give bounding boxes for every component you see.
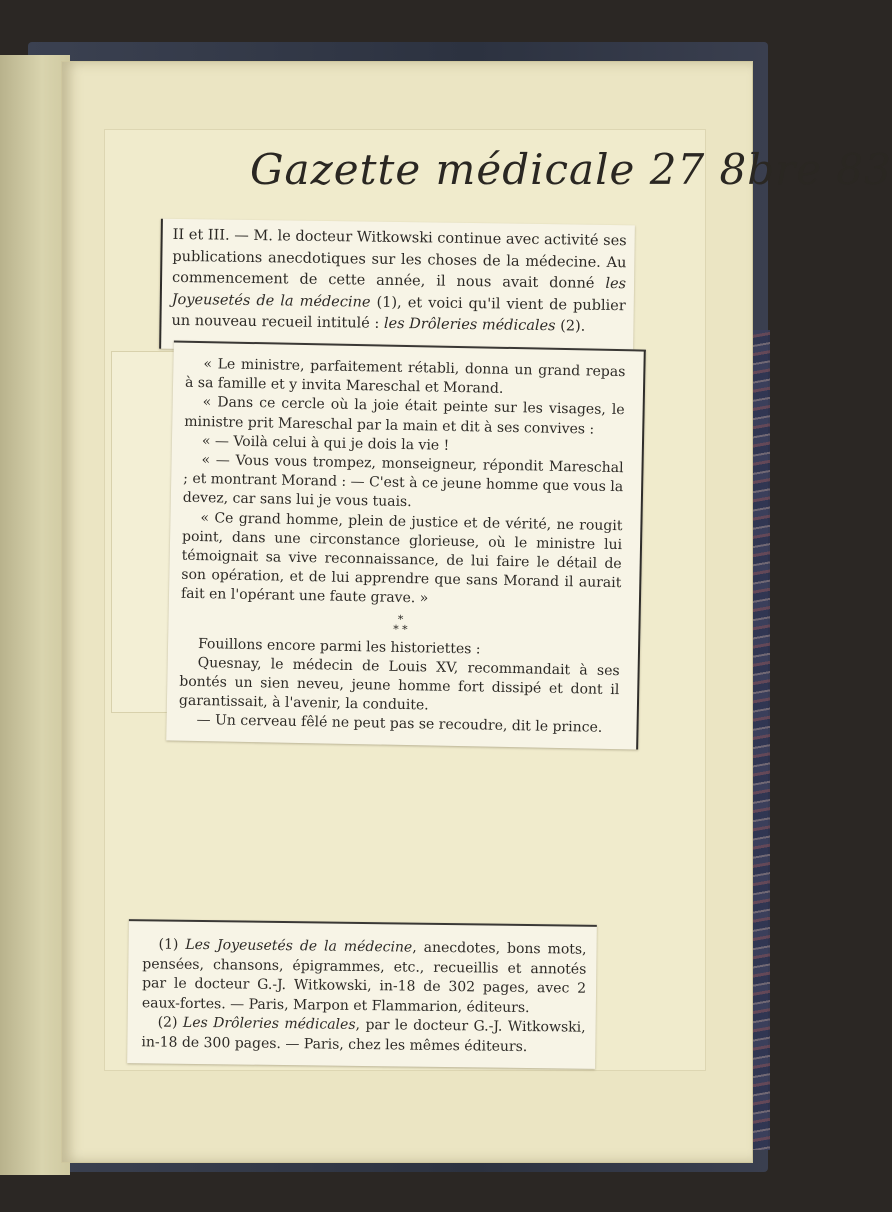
footnote-2-title: Les Drôleries médicales — [182, 1014, 356, 1033]
clipping-anecdotes — [166, 341, 646, 750]
footnote-2-text: , par le docteur G.-J. Witkowski, in-18 de 300 pages. — Paris, chez les mêmes éditeurs. — [141, 1016, 586, 1055]
intro-paragraph — [171, 225, 626, 339]
intro-title-1: les Joyeusetés de la médecine — [171, 275, 627, 311]
anecdote-paragraph-1: « Le ministre, parfaitement rétabli, donna un grand repas à sa famille et y invita Mareschal et Morand. — [184, 356, 626, 398]
footnote-1-number: (1) — [158, 936, 186, 953]
anecdote-paragraph-8: — Un cerveau fêlé ne peut pas se recoudre, dit le prince. — [196, 712, 603, 737]
clipping-intro — [159, 219, 635, 356]
anecdote-paragraph-3: « — Voilà celui à qui je dois la vie ! — [201, 432, 450, 454]
footnote-1-text: , anecdotes, bons mots, pensées, chansons, épigrammes, etc., recueillis et annotés par le docteur G.-J. Witkowski, in-18 de 302 pages, avec 2 eaux-fortes. — Paris, Marpon et Flammarion, éditeurs. — [141, 939, 587, 1016]
separator-star-bottom: * * — [393, 622, 408, 636]
anecdote-paragraph-2: « Dans ce cercle où la joie était peinte sur les visages, le ministre prit Mareschal par la main et dit à ses convives : — [184, 394, 625, 438]
footnote-1 — [142, 935, 587, 1018]
intro-text-3: (2). — [555, 318, 586, 335]
footnote-2 — [141, 1013, 585, 1057]
intro-text-1: II et III. — M. le docteur Witkowski continue avec activité ses publications anecdotiques sur les choses de la médecine. Au commencement de cette année, il nous avait donné — [171, 226, 627, 292]
anecdote-paragraph-6: Fouillons encore parmi les historiettes : — [197, 635, 481, 658]
anecdote-paragraph-5: « Ce grand homme, plein de justice et de vérité, ne rougit point, dans une circonstance glorieuse, où le ministre lui témoignait sa vive reconnaissance, de lui faire le détail de son opération, et de lui apprendre que sans Morand il aurait fait en l'opérant une faute grave. » — [180, 509, 623, 607]
left-page-edge — [0, 55, 70, 1175]
footnote-2-number: (2) — [157, 1014, 184, 1031]
handwritten-heading: Gazette médicale 27 8bre 83 — [250, 145, 892, 194]
intro-title-2: les Drôleries médicales — [383, 315, 556, 335]
clipping-footnotes — [127, 919, 597, 1069]
section-separator — [180, 610, 620, 638]
separator-star-top: * — [397, 612, 404, 626]
intro-text-2: (1), et voici qu'il vient de publier un nouveau recueil intitulé : — [171, 294, 626, 332]
anecdote-paragraph-7: Quesnay, le médecin de Louis XV, recommandait à ses bontés un sien neveu, jeune homme fort dissipé et dont il garantissait, à l'avenir, la conduite. — [178, 654, 620, 714]
footnote-1-title: Les Joyeusetés de la médecine — [185, 936, 413, 956]
anecdote-paragraph-4: « — Vous vous trompez, monseigneur, répondit Mareschal ; et montrant Morand : — C'est à ce jeune homme que vous la devez, car sans lui je vous tuais. — [182, 452, 624, 511]
